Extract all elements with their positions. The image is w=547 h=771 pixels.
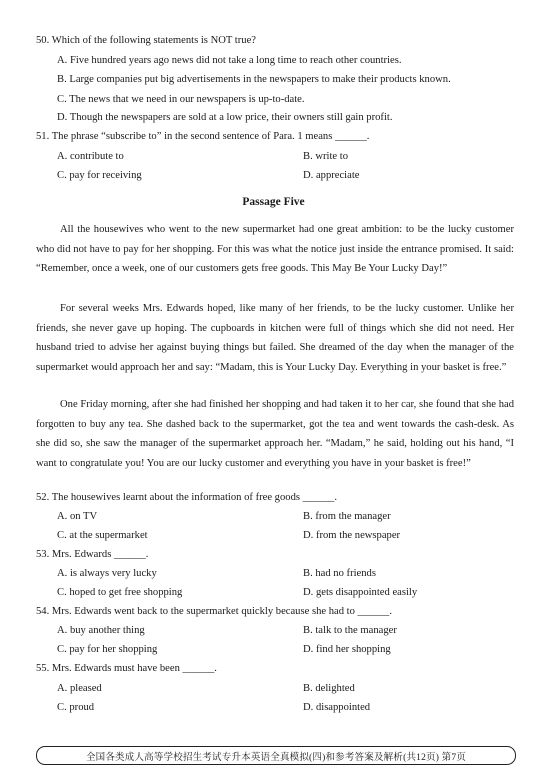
passage-paragraph-3: One Friday morning, after she had finished her shopping and had taken it to her car, she found that she had forgotten to buy any tea. She dashed back to the supermarket, got the tea and went towards the cash-desk. As she did so, she saw the manager of the supermarket approach her. “Madam,” he said, holding out his hand, “I want to congratulate you! You are our lucky customer and everything you have in your basket is free!”: [36, 399, 514, 470]
passage-paragraph-1: All the housewives who went to the new supermarket had one great ambition: to be the lucky customer who did not have to pay for her shopping. For this was what the notice just inside the entrance promised. It said: “Remember, once a week, one of our customers gets free goods. This May Be Your Lucky Day!”: [36, 224, 514, 275]
question-51-option-d: D. appreciate: [303, 170, 360, 181]
question-51-option-a: A. contribute to: [57, 151, 124, 162]
question-50-option-d: D. Though the newspapers are sold at a low price, their owners still gain profit.: [57, 112, 393, 123]
question-51-option-b: B. write to: [303, 151, 349, 162]
question-54-option-d: D. find her shopping: [303, 644, 391, 655]
question-53-option-c: C. hoped to get free shopping: [57, 587, 183, 598]
question-53-option-a: A. is always very lucky: [57, 568, 157, 579]
question-55-option-a: A. pleased: [57, 683, 102, 694]
question-52-option-b: B. from the manager: [303, 511, 391, 522]
question-53-option-d: D. gets disappointed easily: [303, 587, 418, 598]
question-52-stem: 52. The housewives learnt about the information of free goods ______.: [36, 492, 338, 503]
passage-paragraph-2: For several weeks Mrs. Edwards hoped, like many of her friends, to be the lucky customer. Unlike her friends, she never gave up hoping. The cupboards in kitchen were full of things which she did not need. Her husband tried to advise her against buying things but failed. She dreamed of the day when the manager of the supermarket would approach her and say: “Madam, this is Your Lucky Day. Everything in your basket is free.”: [36, 303, 514, 374]
question-52-option-a: A. on TV: [57, 511, 98, 522]
question-51-option-c: C. pay for receiving: [57, 170, 142, 181]
question-54-stem: 54. Mrs. Edwards went back to the supermarket quickly because she had to ______.: [36, 606, 392, 617]
passage-title: Passage Five: [242, 196, 305, 208]
question-53-option-b: B. had no friends: [303, 568, 376, 579]
question-50-stem: 50. Which of the following statements is NOT true?: [36, 35, 256, 46]
question-55-stem: 55. Mrs. Edwards must have been ______.: [36, 663, 217, 674]
question-53-stem: 53. Mrs. Edwards ______.: [36, 549, 149, 560]
question-51-stem: 51. The phrase “subscribe to” in the second sentence of Para. 1 means ______.: [36, 131, 370, 142]
question-50-option-c: C. The news that we need in our newspapers is up-to-date.: [57, 94, 305, 105]
question-52-option-c: C. at the supermarket: [57, 530, 148, 541]
question-54-option-b: B. talk to the manager: [303, 625, 397, 636]
question-55-option-b: B. delighted: [303, 683, 355, 694]
question-54-option-a: A. buy another thing: [57, 625, 145, 636]
page-footer: 全国各类成人高等学校招生考试专升本英语全真模拟(四)和参考答案及解析(共12页) 第7页: [36, 746, 516, 765]
question-52-option-d: D. from the newspaper: [303, 530, 401, 541]
question-55-option-c: C. proud: [57, 702, 95, 713]
question-55-option-d: D. disappointed: [303, 702, 371, 713]
question-50-option-a: A. Five hundred years ago news did not take a long time to reach other countries.: [57, 55, 402, 66]
question-50-option-b: B. Large companies put big advertisements in the newspapers to make their products known.: [57, 74, 451, 85]
question-54-option-c: C. pay for her shopping: [57, 644, 158, 655]
